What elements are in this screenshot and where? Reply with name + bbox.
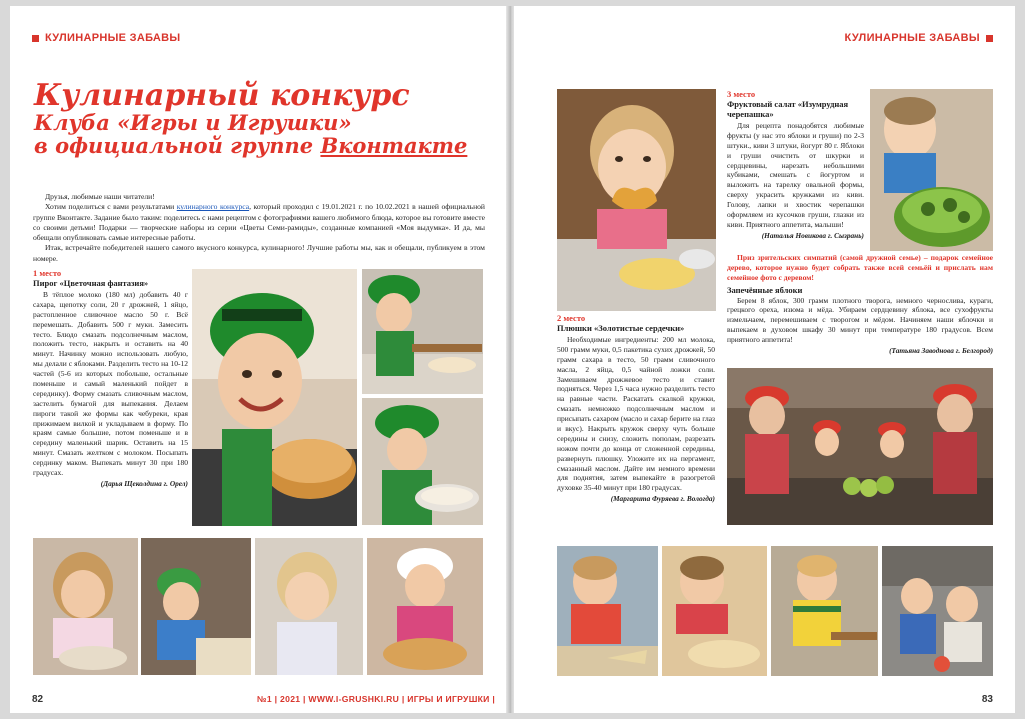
photo-boy-dough-1	[557, 546, 658, 676]
photo-boy-rolling-pin	[771, 546, 878, 676]
intro-greeting: Друзья, любимые наши читатели!	[45, 192, 155, 201]
intro-text	[33, 192, 485, 264]
section-label: КУЛИНАРНЫЕ ЗАБАВЫ	[45, 32, 181, 44]
footer-issue-info: №1 | 2021 | WWW.I-GRUSHKI.RU | ИГРЫ И ИГРУШКИ |	[257, 694, 496, 704]
page-number-left: 82	[32, 694, 44, 705]
photo-boy-turtle-salad	[870, 89, 993, 251]
title-line-3	[34, 135, 494, 158]
section-label-right: КУЛИНАРНЫЕ ЗАБАВЫ	[844, 32, 980, 44]
photo-kids-kitchen	[882, 546, 993, 676]
intro-part-a: Хотим поделиться с вами результатами	[45, 202, 177, 212]
second-place-title: Плюшки «Золотистые сердечки»	[557, 323, 685, 333]
section-header-left	[32, 32, 180, 44]
second-place-recipe: Необходимые ингредиенты: 200 мл молока, 500 грамм муки, 0,5 пакетика сухих дрожжей, 50 грамм сахара в тесто, 50 грамм сливочного масла, 2 яйца, 0,5 чайной ложки соли. Замешиваем дрожжевое тесто и ставит подняться. Через 1,5 часа нужно разделить тесто на равные части. Раскатать скалкой кружки, смазать немножко подсолнечным маслом и присыпать сахаром (масло и сахар берите на глаз и вкус). Накрыть кружок сверху чуть больше середины и снизу, сложить пополам, разрезать ножом почти до конца от сложенной середины, развернуть плюшку. Уложите их на пергамент, смазанный маслом. Дайте им немного времени для поднятия, затем выпекайте в разогретой духовке 35-40 минут при 180 градусах.	[557, 335, 715, 493]
first-place-recipe: В тёплое молоко (180 мл) добавить 40 г сахара, щепотку соли, 20 г дрожжей, 1 яйцо, растопленное сливочное масло 50 г. Всё перемешать. Добавить 500 г муки. Замесить тесто. Блюдо смазать подсолнечным маслом, положить тесто, накрыть и оставить на 40 минут. Начинку можно использовать любую, мы делали с яблоками. Разделить тесто на 10-12 частей (5-6 из которых побольше, остальные поменьше и самый маленький пойдет в серединку). Форму смазать сливочным маслом, застелить бумагой для выпекания. Делаем пироги такой же формы как чебуреки, края прижимаем вилкой и укладываем в форму. По краям самые большие, потом поменьше и в середину маленький шарик. Оставить на 15 минут. Смазать желтком с молоком. Посыпать сердинку маком. Выпекать минут 30 при 180 градусах.	[33, 290, 188, 478]
audience-prize-note: Приз зрительских симпатий (самой дружной семье) – подарок семейное дерево, которое нужно будет собрать также всей семьёй и прислать нам семейное фото с деревом!	[727, 253, 993, 282]
second-place-label: 2 место	[557, 313, 586, 323]
square-bullet-icon	[32, 35, 39, 42]
photo-family-cooking	[727, 368, 993, 525]
first-place-label: 1 место	[33, 268, 62, 278]
third-place-recipe: Для рецепта понадобятся любимые фрукты (у нас это яблоки и груши) по 2-3 штуки., киви 3 штуки, йогурт 80 г. Яблоки и груши очистить от шкурки и сердцевины, нарезать небольшими кубиками, смешать с йогуртом и выложить на тарелку овальной формы, сверху украсить кружками из киви. Голову, лапки и хвостик черепашки оформляем из кусочков груши, глазки из киви. Приятного аппетита, малыши!	[727, 121, 864, 229]
photo-girl-1	[33, 538, 138, 675]
vk-link[interactable]: Вконтакте	[320, 133, 468, 159]
photo-boy-mixing	[362, 398, 483, 525]
photo-girl-with-buns	[557, 89, 716, 311]
third-place-title: Фруктовый салат «Изумрудная черепашка»	[727, 99, 849, 119]
prize-recipe-title: Запечённые яблоки	[727, 284, 803, 295]
third-place-label: 3 место	[727, 89, 756, 99]
contest-link[interactable]: кулинарного конкурса	[176, 202, 250, 212]
first-place-article	[33, 268, 188, 488]
second-place-article	[557, 313, 715, 503]
photo-girl-with-pie	[367, 538, 483, 675]
section-header-right	[845, 32, 993, 44]
photo-girl-2	[255, 538, 363, 675]
third-place-author: (Наталья Новикова г. Сызрань)	[761, 230, 864, 240]
title-line-3-prefix: в официальной группе	[34, 133, 321, 159]
prize-author: (Татьяна Заводнова г. Белгород)	[889, 346, 993, 356]
third-place-article	[727, 89, 864, 240]
first-place-author: (Дарья Щеколдина г. Орел)	[100, 478, 188, 488]
photo-boy-rolling-dough	[362, 269, 483, 394]
left-page	[10, 6, 508, 713]
intro-paragraph	[33, 202, 485, 243]
square-bullet-icon	[986, 35, 993, 42]
page-title	[34, 80, 494, 158]
photo-boy-dough-2	[662, 546, 767, 676]
prize-article	[727, 253, 993, 355]
title-line-1: Кулинарный конкурс	[34, 78, 410, 113]
title-line-2: Клуба «Игры и Игрушки»	[34, 110, 352, 136]
photo-kid-dough	[141, 538, 251, 675]
intro-part-b: , который проходил с 19.01.2021 г. по 10.02.2021 в нашей официальной группе Вконтакте. Задание было таким: поделитесь с нами рецептом с фотографиями вашего любимого блюда, которое вы готовите вместе со своими детьми! Подарки — творческие наборы из серии «Цветы Семи-рамиды», созданные компанией «Моя выдумка». И да, мы обещали опубликовать самые интересные работы.	[33, 202, 485, 242]
intro-closing: Итак, встречайте победителей нашего самого вкусного конкурса, кулинарного! Лучшие работы мы, как и обещали, публикуем в этом номере.	[33, 243, 485, 263]
right-page	[514, 6, 1015, 713]
second-place-author: (Маргарита Фуряева г. Вологда)	[610, 494, 715, 504]
page-number-right: 83	[981, 694, 993, 705]
photo-boy-with-pie	[192, 269, 357, 526]
first-place-title: Пирог «Цветочная фантазия»	[33, 278, 149, 288]
prize-recipe-text: Берем 8 яблок, 300 грамм плотного творога, немного чернослива, кураги, грецкого ореха, изюма и мёда. Убираем сердцевину яблока, все сухофрукты измельчаем, перемешиваем с творогом и мёдом. Начиняем наши яблочки и выпекаем в духовом шкафу 30 минут при температуре 180 градусов. Всем приятного аппетита!	[727, 295, 993, 345]
